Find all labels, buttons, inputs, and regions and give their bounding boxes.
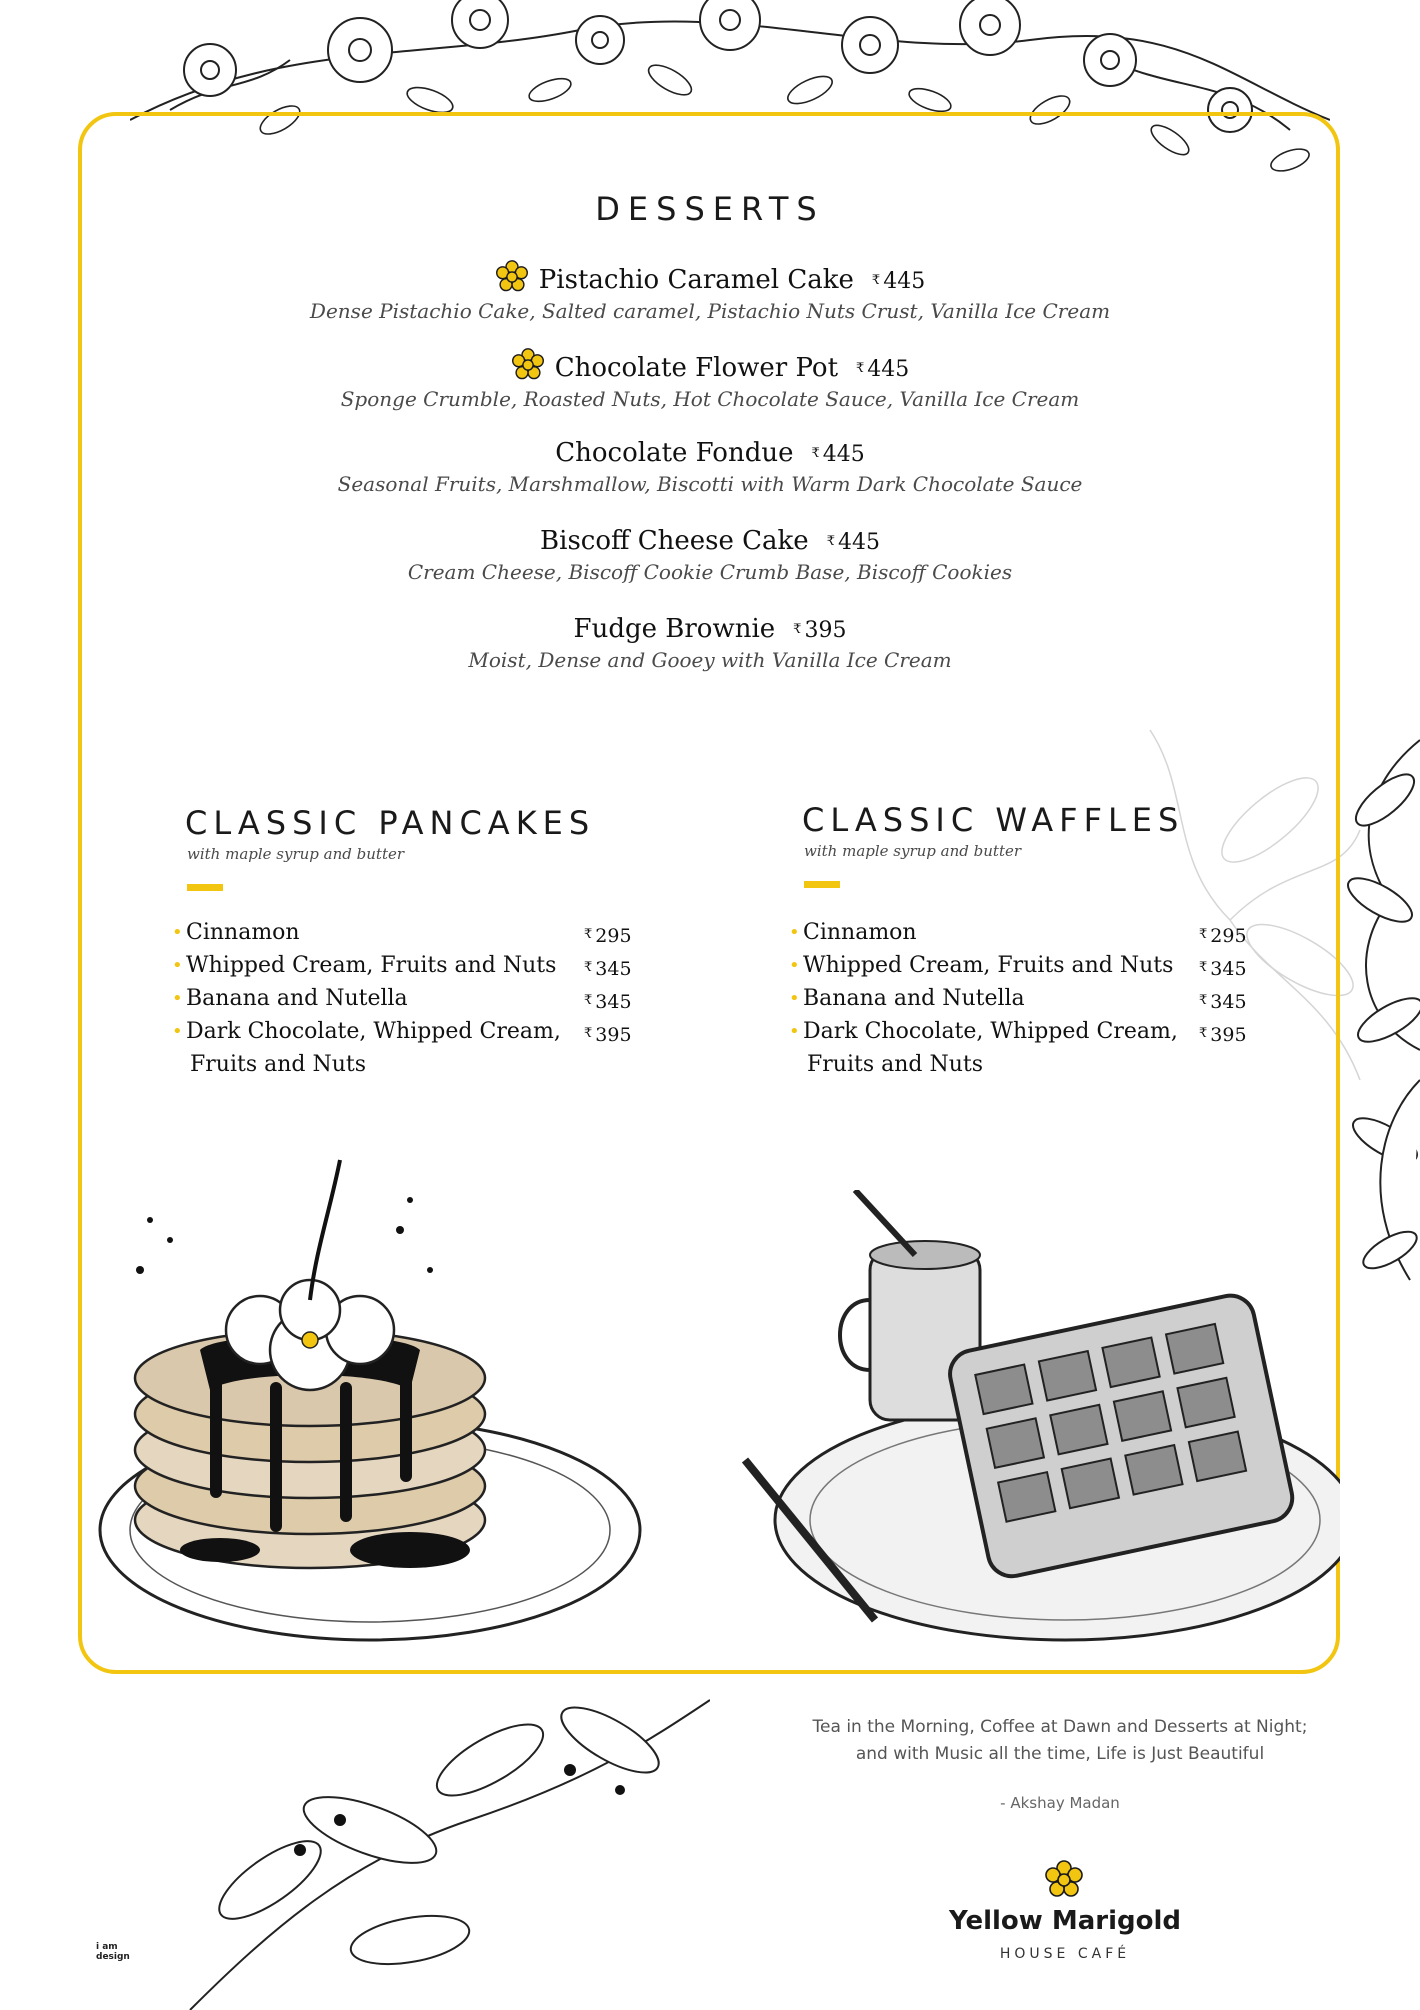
floral-decoration-bottom (150, 1680, 710, 2010)
dessert-item (0, 260, 1420, 323)
currency-symbol: ₹ (871, 273, 881, 288)
currency-symbol: ₹ (856, 361, 865, 376)
dessert-description: Moist, Dense and Gooey with Vanilla Ice Cream (468, 648, 952, 672)
currency-symbol: ₹ (811, 446, 820, 461)
pancakes-list (172, 916, 642, 1081)
bullet-icon: • (172, 922, 183, 943)
list-item: • Dark Chocolate, Whipped Cream, ₹ 395 Fruits and Nuts (789, 1015, 1259, 1081)
designer-credit-logo: i am design (96, 1942, 130, 1962)
bullet-icon: • (789, 955, 800, 976)
bullet-icon: • (172, 988, 183, 1009)
currency-symbol: ₹ (793, 622, 802, 637)
list-item: • Whipped Cream, Fruits and Nuts ₹ 345 (172, 949, 642, 982)
dessert-name: Chocolate Fondue (555, 438, 794, 468)
dessert-price: ₹ 445 (811, 442, 865, 467)
pancake-stack-illustration (80, 1150, 650, 1670)
bullet-icon: • (789, 922, 800, 943)
dessert-description: Seasonal Fruits, Marshmallow, Biscotti with Warm Dark Chocolate Sauce (337, 472, 1083, 496)
marigold-logo-icon (1044, 1860, 1084, 1900)
quote-author: - Akshay Madan (1000, 1794, 1120, 1812)
marigold-signature-icon (495, 260, 529, 294)
dessert-description: Sponge Crumble, Roasted Nuts, Hot Chocolate Sauce, Vanilla Ice Cream (340, 387, 1080, 411)
currency-symbol: ₹ (826, 534, 835, 549)
list-item: • Whipped Cream, Fruits and Nuts ₹ 345 (789, 949, 1259, 982)
brand-subtitle: HOUSE CAFÉ (999, 1946, 1131, 1962)
dessert-item (0, 614, 1420, 672)
list-item: • Dark Chocolate, Whipped Cream, ₹ 395 Fruits and Nuts (172, 1015, 642, 1081)
section-accent-bar (187, 884, 223, 891)
dessert-name: Biscoff Cheese Cake (540, 526, 809, 556)
dessert-name: Pistachio Caramel Cake (538, 265, 854, 295)
dessert-price: ₹ 445 (826, 530, 880, 555)
section-title-desserts: DESSERTS (595, 190, 825, 228)
dessert-price: ₹ 445 (856, 357, 910, 382)
section-title-waffles: CLASSIC WAFFLES (802, 801, 1185, 839)
dessert-item (0, 438, 1420, 496)
section-accent-bar (804, 881, 840, 888)
dessert-item (0, 526, 1420, 584)
bullet-icon: • (789, 1021, 800, 1042)
list-item: • Cinnamon ₹ 295 (172, 916, 642, 949)
brand-name: Yellow Marigold (949, 1906, 1181, 1936)
section-subtitle-waffles: with maple syrup and butter (804, 842, 1022, 860)
list-item: • Cinnamon ₹ 295 (789, 916, 1259, 949)
section-subtitle-pancakes: with maple syrup and butter (187, 845, 405, 863)
waffle-illustration (735, 1190, 1340, 1670)
dessert-price: ₹ 445 (871, 269, 926, 294)
dessert-description: Dense Pistachio Cake, Salted caramel, Pistachio Nuts Crust, Vanilla Ice Cream (309, 299, 1111, 323)
marigold-signature-icon (511, 348, 545, 382)
dessert-description: Cream Cheese, Biscoff Cookie Crumb Base, Biscoff Cookies (407, 560, 1013, 584)
waffles-list (789, 916, 1259, 1081)
list-item: • Banana and Nutella ₹ 345 (789, 982, 1259, 1015)
bullet-icon: • (789, 988, 800, 1009)
list-item: • Banana and Nutella ₹ 345 (172, 982, 642, 1015)
dessert-name: Fudge Brownie (573, 614, 776, 644)
floral-border-right (1330, 720, 1420, 1340)
dessert-name: Chocolate Flower Pot (554, 353, 839, 383)
dessert-price: ₹ 395 (793, 618, 847, 643)
bullet-icon: • (172, 955, 183, 976)
bullet-icon: • (172, 1021, 183, 1042)
footer-quote: Tea in the Morning, Coffee at Dawn and Desserts at Night; and with Music all the time, Life is Just Beautiful (812, 1717, 1308, 1764)
section-title-pancakes: CLASSIC PANCAKES (185, 804, 596, 842)
dessert-item (0, 348, 1420, 411)
